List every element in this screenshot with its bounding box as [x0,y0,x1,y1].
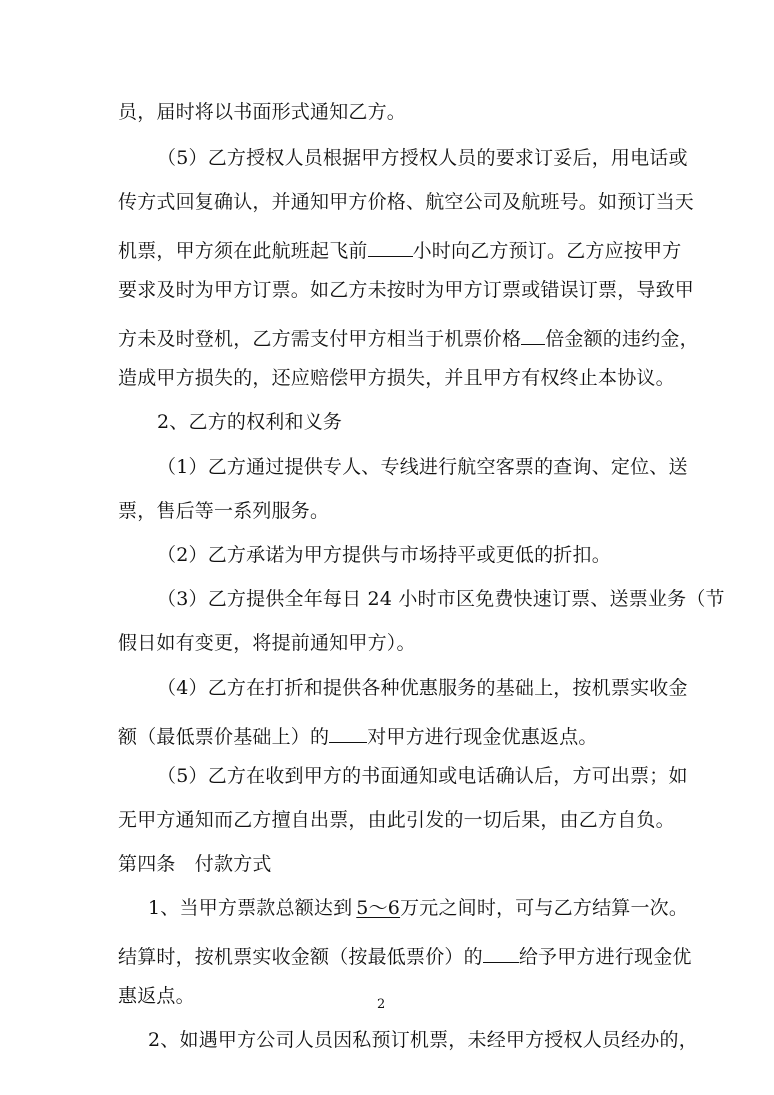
paragraph-line: 惠返点。 [118,985,195,1007]
section-heading: 2、乙方的权利和义务 [157,411,343,433]
paragraph-line: 额（最低票价基础上）的 对甲方进行现金优惠返点。 [118,723,598,747]
paragraph-line: 造成甲方损失的，还应赔偿甲方损失，并且甲方有权终止本协议。 [118,367,675,389]
paragraph-line: 无甲方通知而乙方擅自出票，由此引发的一切后果，由乙方自负。 [118,809,675,831]
paragraph-line: （5）乙方授权人员根据甲方授权人员的要求订妥后，用电话或 [157,147,688,169]
paragraph-line: 方未及时登机，乙方需支付甲方相当于机票价格 倍金额的违约金， [118,325,699,349]
paragraph-line: （5）乙方在收到甲方的书面通知或电话确认后，方可出票；如 [157,765,688,787]
blank-underline [368,237,413,257]
paragraph-line: 票，售后等一系列服务。 [118,500,330,522]
paragraph-line: 1、当甲方票款总额达到 5～6万元之间时，可与乙方结算一次。 [148,897,689,919]
paragraph-line: 假日如有变更，将提前通知甲方）。 [118,632,416,654]
paragraph-line: 员，届时将以书面形式通知乙方。 [118,101,407,123]
paragraph-line: 传方式回复确认，并通知甲方价格、航空公司及航班号。如预订当天 [118,191,695,213]
blank-underline [483,943,519,963]
paragraph-line: 机票，甲方须在此航班起飞前 小时向乙方预订。乙方应按甲方 [118,237,681,261]
paragraph-line: 结算时，按机票实收金额（按最低票价）的 给予甲方进行现金优 [118,943,692,967]
paragraph-line: （1）乙方通过提供专人、专线进行航空客票的查询、定位、送 [157,456,688,478]
page-number: 2 [377,997,386,1012]
article-heading: 第四条 付款方式 [118,853,272,875]
blank-underline [329,723,367,743]
paragraph-line: （2）乙方承诺为甲方提供与市场持平或更低的折扣。 [157,544,611,566]
blank-underline [521,325,545,345]
paragraph-line: （3）乙方提供全年每日 24 小时市区免费快速订票、送票业务（节 [157,588,725,610]
paragraph-line: （4）乙方在打折和提供各种优惠服务的基础上，按机票实收金 [157,677,688,699]
paragraph-line: 要求及时为甲方订票。如乙方未按时为甲方订票或错误订票，导致甲 [118,279,695,301]
paragraph-line: 2、如遇甲方公司人员因私预订机票，未经甲方授权人员经办的， [148,1029,698,1051]
